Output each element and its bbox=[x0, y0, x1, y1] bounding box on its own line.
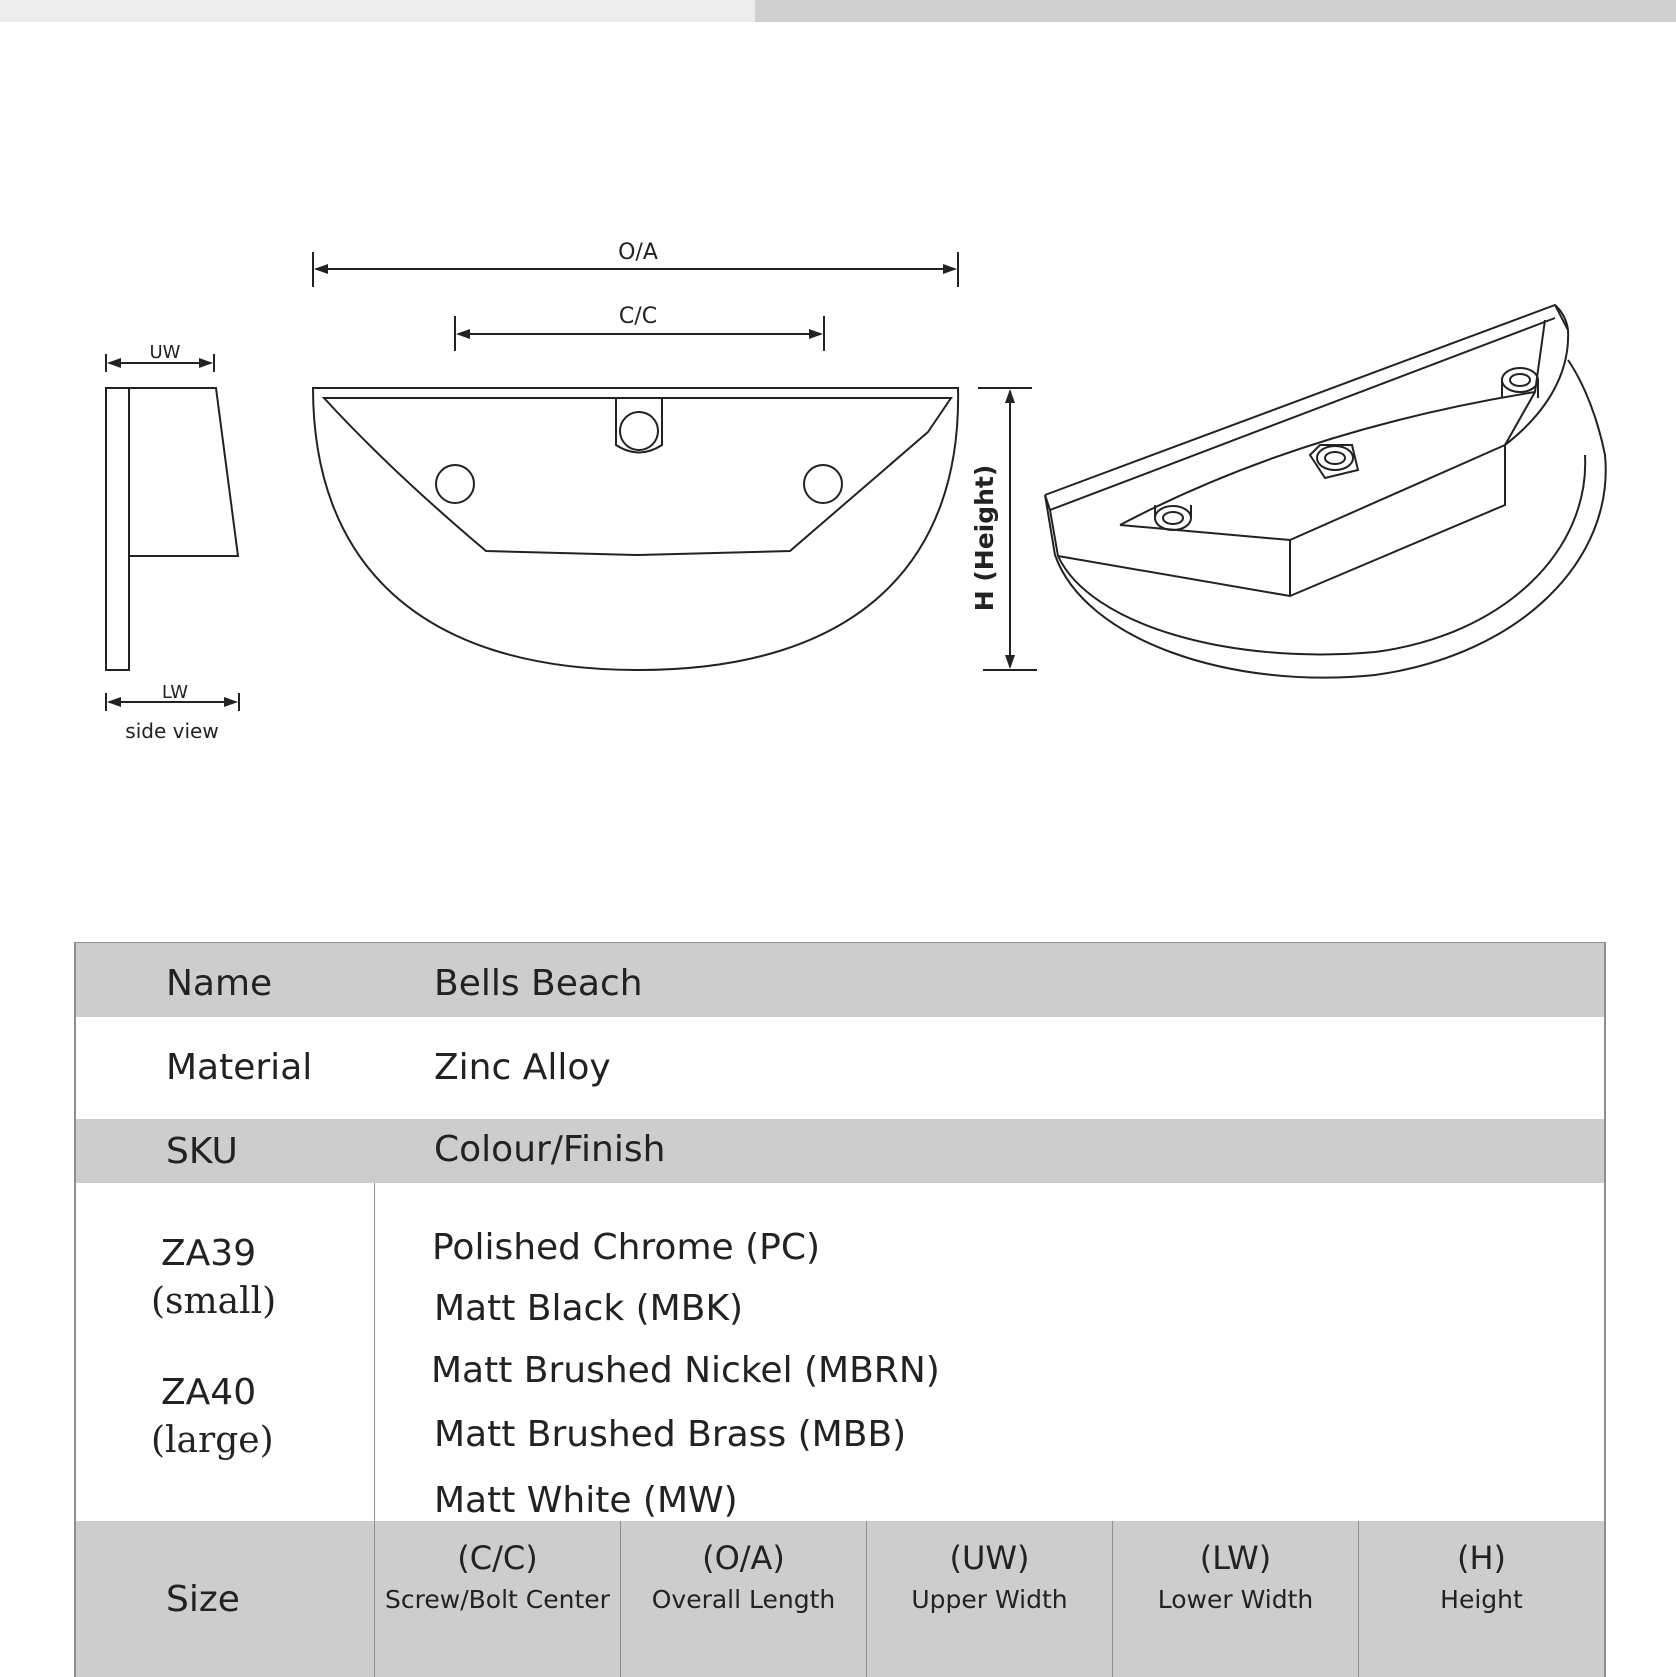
finish-item: Matt White (MW) bbox=[434, 1480, 738, 1521]
sku-size-large: (large) bbox=[151, 1420, 274, 1461]
sku-finish-row bbox=[76, 1183, 1604, 1521]
size-col-desc: Screw/Bolt Center bbox=[385, 1585, 610, 1614]
uw-label: UW bbox=[149, 342, 181, 363]
size-col-oa bbox=[621, 1539, 866, 1614]
lw-label: LW bbox=[161, 682, 189, 703]
size-col-desc: Lower Width bbox=[1157, 1585, 1314, 1614]
size-col-code: (C/C) bbox=[457, 1539, 538, 1577]
sku-code-small: ZA39 bbox=[161, 1233, 257, 1274]
name-row bbox=[76, 943, 1604, 1017]
size-col-cc bbox=[375, 1539, 620, 1614]
size-col-desc: Overall Length bbox=[651, 1585, 836, 1614]
cc-label: C/C bbox=[618, 304, 658, 329]
height-label: H (Height) bbox=[970, 464, 999, 612]
side-view-caption: side view bbox=[125, 719, 219, 743]
finish-label: Colour/Finish bbox=[434, 1129, 666, 1170]
finish-item: Matt Brushed Brass (MBB) bbox=[434, 1414, 907, 1455]
size-col-h bbox=[1359, 1539, 1604, 1614]
finish-item: Matt Brushed Nickel (MBRN) bbox=[431, 1350, 940, 1391]
name-label: Name bbox=[166, 963, 273, 1004]
size-col-code: (H) bbox=[1456, 1539, 1507, 1577]
sku-code-large: ZA40 bbox=[161, 1372, 257, 1413]
size-col-code: (LW) bbox=[1199, 1539, 1272, 1577]
finish-item: Polished Chrome (PC) bbox=[432, 1227, 821, 1268]
sku-label: SKU bbox=[166, 1131, 238, 1172]
side-view-outline bbox=[106, 354, 239, 711]
perspective-view-outline bbox=[1045, 305, 1606, 678]
oa-label: O/A bbox=[618, 240, 658, 265]
size-col-code: (O/A) bbox=[702, 1539, 785, 1577]
material-label: Material bbox=[166, 1047, 313, 1088]
size-label: Size bbox=[166, 1579, 240, 1620]
material-row bbox=[76, 1017, 1604, 1119]
size-col-uw bbox=[867, 1539, 1112, 1614]
size-col-lw bbox=[1113, 1539, 1358, 1614]
material-value: Zinc Alloy bbox=[434, 1047, 611, 1088]
finish-item: Matt Black (MBK) bbox=[434, 1288, 744, 1329]
front-view-outline bbox=[313, 388, 958, 670]
sku-size-small: (small) bbox=[151, 1281, 277, 1322]
spec-table bbox=[74, 942, 1606, 1677]
size-col-code: (UW) bbox=[949, 1539, 1030, 1577]
size-row bbox=[76, 1521, 1604, 1677]
size-col-desc: Height bbox=[1440, 1585, 1523, 1614]
size-col-desc: Upper Width bbox=[911, 1585, 1068, 1614]
sku-header-row bbox=[76, 1119, 1604, 1183]
name-value: Bells Beach bbox=[434, 963, 643, 1004]
